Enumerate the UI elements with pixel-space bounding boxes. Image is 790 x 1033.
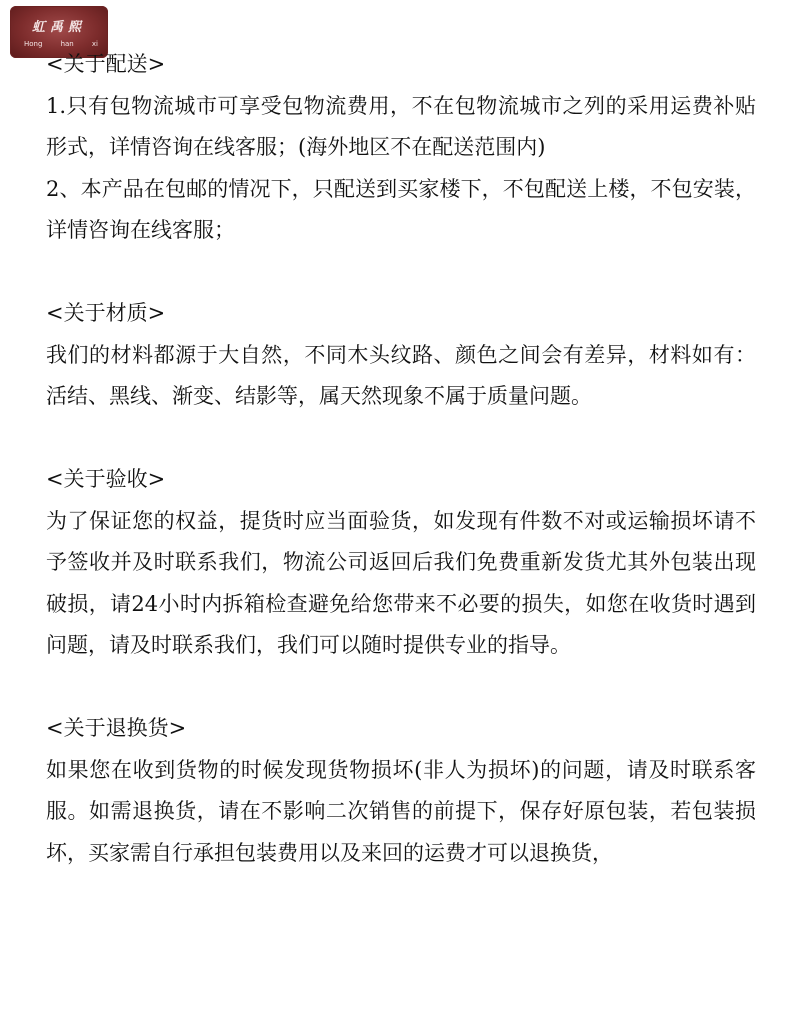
- section-paragraph: 如果您在收到货物的时候发现货物损坏(非人为损坏)的问题，请及时联系客服。如需退换货，请在不影响二次销售的前提下，保存好原包装，若包装损坏，买家需自行承担包装费用以及来回的运费才可以退换货，: [46, 757, 756, 865]
- logo-pinyin-1: Hong: [24, 40, 43, 48]
- section-paragraph: 1.只有包物流城市可享受包物流费用，不在包物流城市之列的采用运费补贴形式，详情咨询在线客服；(海外地区不在配送范围内): [46, 93, 756, 159]
- logo-pinyin-2: han: [60, 40, 74, 48]
- section-inspection: [46, 459, 756, 667]
- section-heading: <关于材质>: [46, 301, 166, 325]
- section-heading: <关于配送>: [46, 52, 166, 76]
- section-paragraph: 为了保证您的权益，提货时应当面验货，如发现有件数不对或运输损坏请不予签收并及时联系我们，物流公司返回后我们免费重新发货尤其外包装出现破损，请24小时内拆箱检查避免给您带来不必要的损失，如您在收货时遇到问题，请及时联系我们，我们可以随时提供专业的指导。: [46, 508, 756, 657]
- section-heading: <关于退换货>: [46, 716, 187, 740]
- section-material: [46, 293, 756, 418]
- section-heading: <关于验收>: [46, 467, 166, 491]
- logo-chinese-text: 虹禹熙: [31, 20, 86, 35]
- policy-content: [46, 44, 756, 874]
- section-delivery: [46, 44, 756, 252]
- section-paragraph: 2、本产品在包邮的情况下，只配送到买家楼下，不包配送上楼，不包安装，详情咨询在线客服；: [46, 176, 756, 242]
- section-returns: [46, 708, 756, 874]
- section-paragraph: 我们的材料都源于大自然，不同木头纹路、颜色之间会有差异，材料如有：活结、黑线、渐变、结影等，属天然现象不属于质量问题。: [46, 342, 756, 408]
- logo-pinyin-3: xi: [91, 40, 98, 48]
